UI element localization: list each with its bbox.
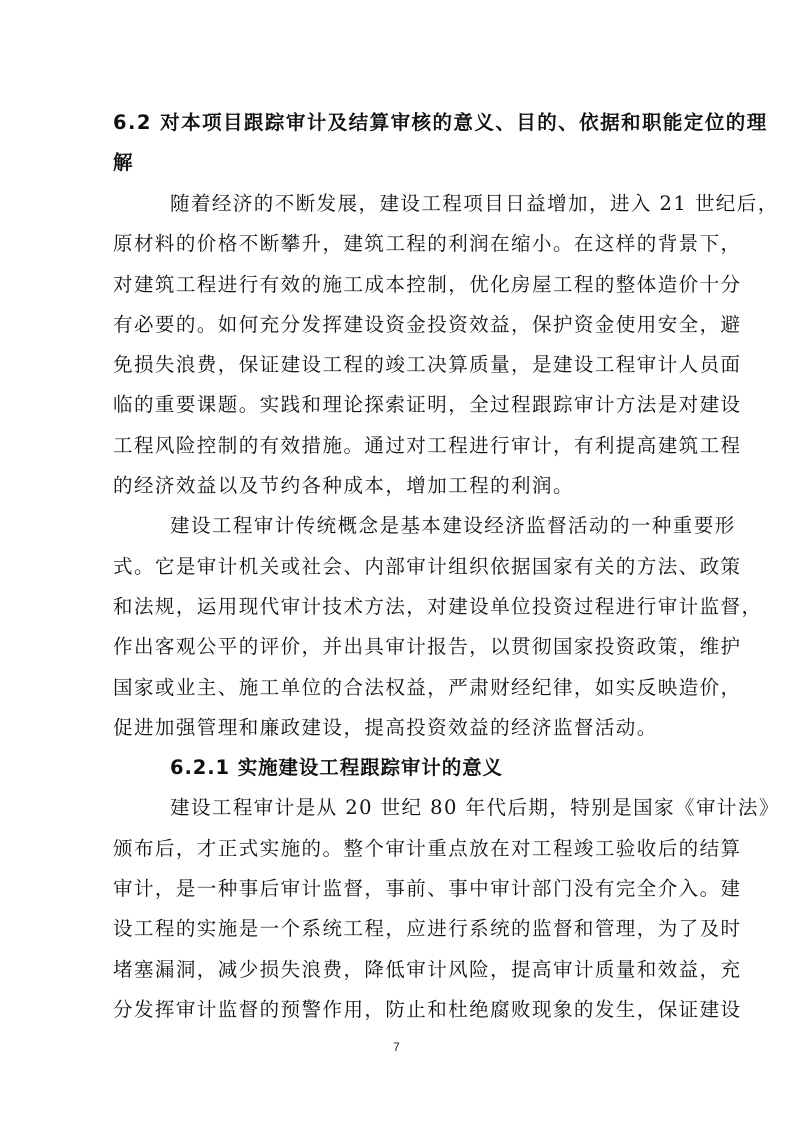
section-heading-6-2 [113, 104, 768, 184]
page-number: 7 [393, 1040, 400, 1054]
paragraph-3 [113, 788, 780, 1030]
paragraph-line: 促进加强管理和廉政建设，提高投资效益的经济监督活动。 [113, 715, 658, 739]
page-content [113, 104, 780, 1030]
paragraph-line: 对建筑工程进行有效的施工成本控制，优化房屋工程的整体造价十分 [113, 272, 742, 296]
paragraph-line: 和法规，运用现代审计技术方法，对建设单位投资过程进行审计监督， [113, 594, 763, 618]
paragraph-line: 颁布后，才正式实施的。整个审计重点放在对工程竣工验收后的结算 [113, 836, 742, 860]
paragraph-line: 的经济效益以及节约各种成本，增加工程的利润。 [113, 474, 574, 498]
paragraph-line: 原材料的价格不断攀升，建筑工程的利润在缩小。在这样的背景下， [113, 232, 742, 256]
paragraph-line: 作出客观公平的评价，并出具审计报告，以贯彻国家投资政策，维护 [113, 635, 742, 659]
paragraph-line: 建设工程审计是从 20 世纪 80 年代后期，特别是国家《审计法》 [170, 796, 780, 820]
paragraph-line: 有必要的。如何充分发挥建设资金投资效益，保护资金使用安全，避 [113, 312, 742, 336]
paragraph-1 [113, 184, 779, 506]
section-heading-line: 解 [113, 151, 134, 174]
paragraph-2 [113, 506, 763, 748]
subsection-heading-6-2-1: 6.2.1 实施建设工程跟踪审计的意义 [170, 756, 503, 780]
paragraph-line: 随着经济的不断发展，建设工程项目日益增加，进入 21 世纪后， [170, 192, 779, 215]
paragraph-line: 建设工程审计传统概念是基本建设经济监督活动的一种重要形 [170, 514, 736, 538]
paragraph-line: 工程风险控制的有效措施。通过对工程进行审计，有利提高建筑工程 [113, 433, 742, 457]
paragraph-line: 国家或业主、施工单位的合法权益，严肃财经纪律，如实反映造价， [113, 675, 742, 699]
section-heading-line: 6.2 对本项目跟踪审计及结算审核的意义、目的、依据和职能定位的理 [113, 111, 768, 134]
paragraph-line: 式。它是审计机关或社会、内部审计组织依据国家有关的方法、政策 [113, 554, 742, 578]
paragraph-line: 审计，是一种事后审计监督，事前、事中审计部门没有完全介入。建 [113, 877, 742, 901]
paragraph-line: 堵塞漏洞，减少损失浪费，降低审计风险，提高审计质量和效益，充 [113, 957, 742, 981]
paragraph-line: 分发挥审计监督的预警作用，防止和杜绝腐败现象的发生，保证建设 [113, 997, 742, 1021]
paragraph-line: 设工程的实施是一个系统工程，应进行系统的监督和管理，为了及时 [113, 917, 742, 941]
paragraph-line: 免损失浪费，保证建设工程的竣工决算质量，是建设工程审计人员面 [113, 353, 742, 377]
paragraph-line: 临的重要课题。实践和理论探索证明，全过程跟踪审计方法是对建设 [113, 393, 742, 417]
